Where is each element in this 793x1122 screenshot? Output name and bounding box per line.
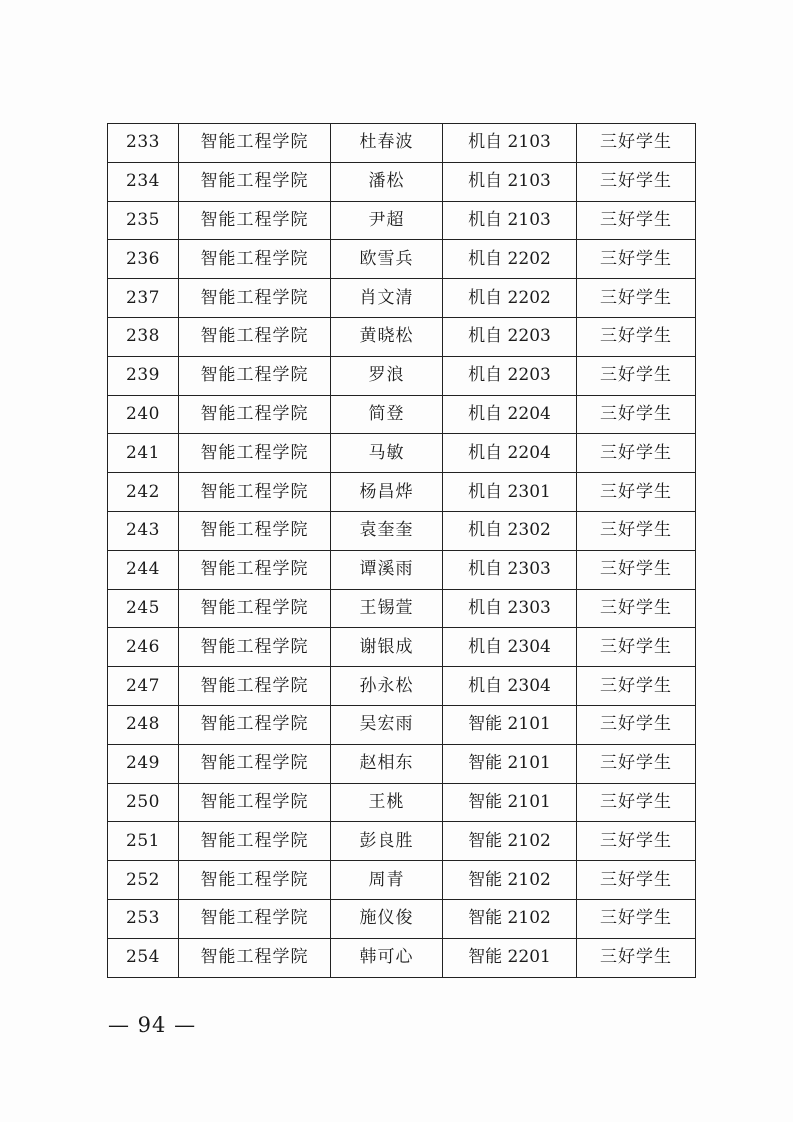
- row-number-cell: 247: [108, 667, 179, 706]
- row-number-cell: 233: [108, 124, 179, 163]
- college-cell: 智能工程学院: [179, 124, 331, 163]
- student-name-cell: 马敏: [331, 434, 443, 473]
- table-row: [108, 744, 696, 783]
- college-cell: 智能工程学院: [179, 938, 331, 977]
- class-cell: 智能 2101: [443, 783, 577, 822]
- award-cell: 三好学生: [577, 473, 696, 512]
- class-cell: 智能 2102: [443, 822, 577, 861]
- student-name-cell: 杜春波: [331, 124, 443, 163]
- student-name-cell: 彭良胜: [331, 822, 443, 861]
- award-cell: 三好学生: [577, 201, 696, 240]
- row-number-cell: 254: [108, 938, 179, 977]
- class-cell: 机自 2203: [443, 356, 577, 395]
- student-name-cell: 罗浪: [331, 356, 443, 395]
- table-row: [108, 899, 696, 938]
- award-roster-table: [107, 123, 696, 978]
- class-cell: 机自 2303: [443, 550, 577, 589]
- award-cell: 三好学生: [577, 317, 696, 356]
- row-number-cell: 251: [108, 822, 179, 861]
- row-number-cell: 243: [108, 511, 179, 550]
- table-row: [108, 938, 696, 977]
- row-number-cell: 234: [108, 162, 179, 201]
- class-cell: 机自 2304: [443, 667, 577, 706]
- class-cell: 智能 2101: [443, 744, 577, 783]
- table-row: [108, 201, 696, 240]
- table-row: [108, 124, 696, 163]
- college-cell: 智能工程学院: [179, 899, 331, 938]
- college-cell: 智能工程学院: [179, 395, 331, 434]
- row-number-cell: 237: [108, 279, 179, 318]
- table-row: [108, 162, 696, 201]
- award-cell: 三好学生: [577, 162, 696, 201]
- college-cell: 智能工程学院: [179, 317, 331, 356]
- student-name-cell: 周青: [331, 861, 443, 900]
- award-cell: 三好学生: [577, 124, 696, 163]
- student-name-cell: 尹超: [331, 201, 443, 240]
- row-number-cell: 239: [108, 356, 179, 395]
- row-number-cell: 252: [108, 861, 179, 900]
- row-number-cell: 244: [108, 550, 179, 589]
- college-cell: 智能工程学院: [179, 279, 331, 318]
- row-number-cell: 240: [108, 395, 179, 434]
- class-cell: 机自 2303: [443, 589, 577, 628]
- table-row: [108, 667, 696, 706]
- roster-table-body: [108, 124, 696, 978]
- table-row: [108, 240, 696, 279]
- student-name-cell: 谢银成: [331, 628, 443, 667]
- table-row: [108, 861, 696, 900]
- student-name-cell: 杨昌烨: [331, 473, 443, 512]
- student-name-cell: 黄晓松: [331, 317, 443, 356]
- college-cell: 智能工程学院: [179, 473, 331, 512]
- row-number-cell: 250: [108, 783, 179, 822]
- college-cell: 智能工程学院: [179, 861, 331, 900]
- award-cell: 三好学生: [577, 434, 696, 473]
- award-cell: 三好学生: [577, 356, 696, 395]
- student-name-cell: 孙永松: [331, 667, 443, 706]
- student-name-cell: 王桃: [331, 783, 443, 822]
- college-cell: 智能工程学院: [179, 628, 331, 667]
- class-cell: 智能 2102: [443, 861, 577, 900]
- award-cell: 三好学生: [577, 589, 696, 628]
- table-row: [108, 395, 696, 434]
- award-cell: 三好学生: [577, 279, 696, 318]
- award-cell: 三好学生: [577, 511, 696, 550]
- college-cell: 智能工程学院: [179, 667, 331, 706]
- student-name-cell: 肖文清: [331, 279, 443, 318]
- award-cell: 三好学生: [577, 667, 696, 706]
- class-cell: 机自 2302: [443, 511, 577, 550]
- row-number-cell: 249: [108, 744, 179, 783]
- class-cell: 机自 2103: [443, 124, 577, 163]
- table-row: [108, 705, 696, 744]
- award-cell: 三好学生: [577, 822, 696, 861]
- class-cell: 机自 2204: [443, 395, 577, 434]
- award-cell: 三好学生: [577, 705, 696, 744]
- table-row: [108, 317, 696, 356]
- class-cell: 机自 2202: [443, 240, 577, 279]
- student-name-cell: 简登: [331, 395, 443, 434]
- row-number-cell: 236: [108, 240, 179, 279]
- award-cell: 三好学生: [577, 938, 696, 977]
- table-row: [108, 822, 696, 861]
- row-number-cell: 235: [108, 201, 179, 240]
- award-cell: 三好学生: [577, 395, 696, 434]
- table-row: [108, 628, 696, 667]
- college-cell: 智能工程学院: [179, 589, 331, 628]
- table-row: [108, 783, 696, 822]
- award-cell: 三好学生: [577, 899, 696, 938]
- college-cell: 智能工程学院: [179, 434, 331, 473]
- college-cell: 智能工程学院: [179, 744, 331, 783]
- class-cell: 智能 2101: [443, 705, 577, 744]
- student-name-cell: 王锡萱: [331, 589, 443, 628]
- student-name-cell: 袁奎奎: [331, 511, 443, 550]
- class-cell: 机自 2301: [443, 473, 577, 512]
- student-name-cell: 谭溪雨: [331, 550, 443, 589]
- table-row: [108, 434, 696, 473]
- row-number-cell: 245: [108, 589, 179, 628]
- student-name-cell: 潘松: [331, 162, 443, 201]
- college-cell: 智能工程学院: [179, 201, 331, 240]
- student-name-cell: 韩可心: [331, 938, 443, 977]
- class-cell: 智能 2201: [443, 938, 577, 977]
- college-cell: 智能工程学院: [179, 162, 331, 201]
- college-cell: 智能工程学院: [179, 240, 331, 279]
- award-cell: 三好学生: [577, 550, 696, 589]
- college-cell: 智能工程学院: [179, 550, 331, 589]
- student-name-cell: 欧雪兵: [331, 240, 443, 279]
- table-row: [108, 473, 696, 512]
- row-number-cell: 241: [108, 434, 179, 473]
- table-row: [108, 589, 696, 628]
- class-cell: 机自 2204: [443, 434, 577, 473]
- college-cell: 智能工程学院: [179, 511, 331, 550]
- row-number-cell: 242: [108, 473, 179, 512]
- row-number-cell: 238: [108, 317, 179, 356]
- class-cell: 机自 2103: [443, 201, 577, 240]
- student-name-cell: 施仪俊: [331, 899, 443, 938]
- row-number-cell: 253: [108, 899, 179, 938]
- page-number: — 94 —: [108, 1013, 197, 1037]
- award-cell: 三好学生: [577, 240, 696, 279]
- college-cell: 智能工程学院: [179, 822, 331, 861]
- student-name-cell: 吴宏雨: [331, 705, 443, 744]
- class-cell: 机自 2202: [443, 279, 577, 318]
- class-cell: 机自 2304: [443, 628, 577, 667]
- award-cell: 三好学生: [577, 783, 696, 822]
- award-cell: 三好学生: [577, 744, 696, 783]
- table-row: [108, 356, 696, 395]
- award-cell: 三好学生: [577, 628, 696, 667]
- college-cell: 智能工程学院: [179, 783, 331, 822]
- student-name-cell: 赵相东: [331, 744, 443, 783]
- table-row: [108, 511, 696, 550]
- class-cell: 机自 2103: [443, 162, 577, 201]
- row-number-cell: 246: [108, 628, 179, 667]
- college-cell: 智能工程学院: [179, 356, 331, 395]
- class-cell: 机自 2203: [443, 317, 577, 356]
- row-number-cell: 248: [108, 705, 179, 744]
- table-row: [108, 550, 696, 589]
- class-cell: 智能 2102: [443, 899, 577, 938]
- award-cell: 三好学生: [577, 861, 696, 900]
- table-row: [108, 279, 696, 318]
- college-cell: 智能工程学院: [179, 705, 331, 744]
